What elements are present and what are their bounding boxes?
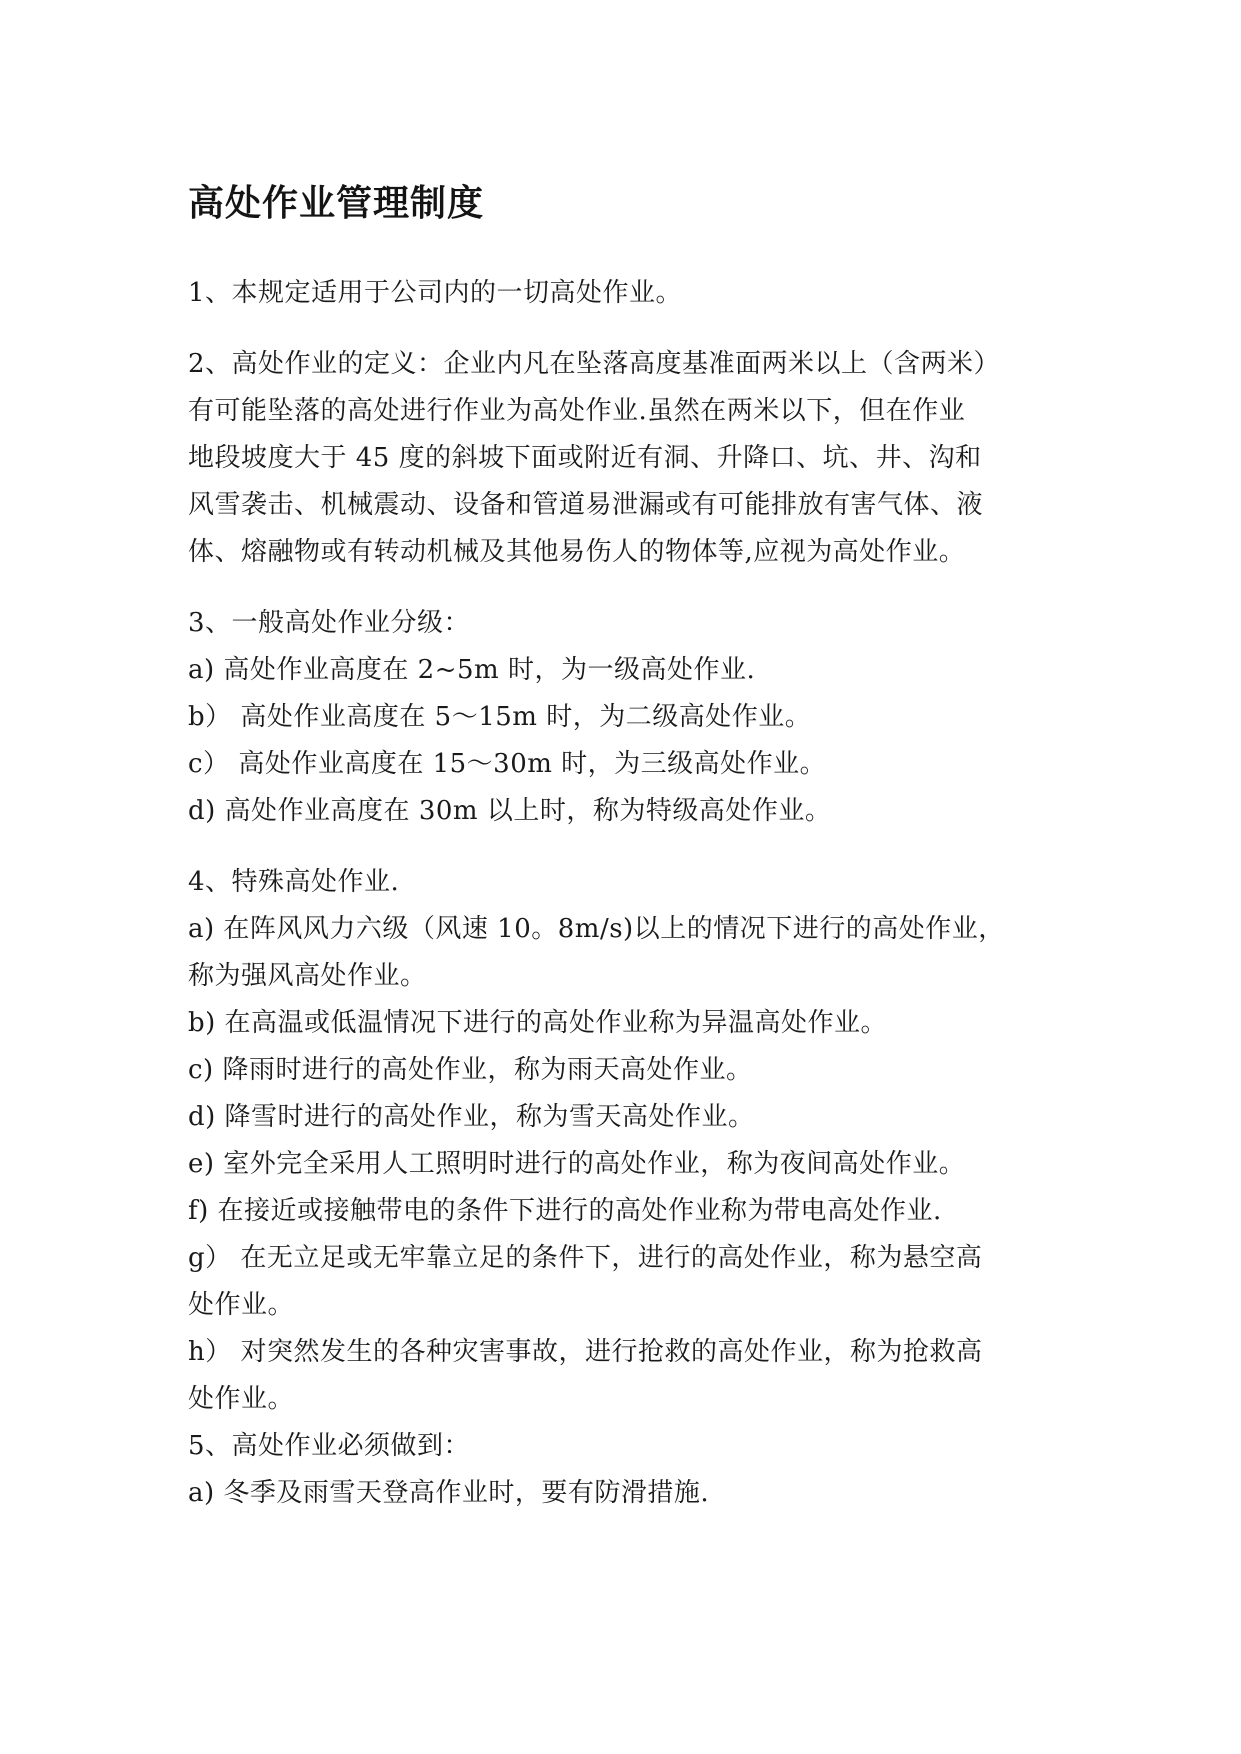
section-4-item-a: a) 在阵风风力六级（风速 10。8m/s)以上的情况下进行的高处作业， (188, 914, 1005, 944)
section-4-item-c: c) 降雨时进行的高处作业，称为雨天高处作业。 (188, 1055, 753, 1085)
section-2 (188, 341, 1068, 576)
section-3-item: a) 高处作业高度在 2~5m 时，为一级高处作业. (188, 655, 756, 685)
section-2-line: 风雪袭击、机械震动、设备和管道易泄漏或有可能排放有害气体、液 (188, 490, 984, 520)
document-title: 高处作业管理制度 (188, 183, 485, 224)
section-2-line: 地段坡度大于 45 度的斜坡下面或附近有洞、升降口、坑、井、沟和 (188, 443, 982, 473)
section-2-line: 体、熔融物或有转动机械及其他易伤人的物体等,应视为高处作业。 (188, 537, 966, 567)
section-4-item-h-cont: 处作业。 (188, 1384, 295, 1414)
section-2-line: 2、高处作业的定义：企业内凡在坠落高度基准面两米以上（含两米） (188, 349, 1001, 379)
section-3-item: b） 高处作业高度在 5～15m 时，为二级高处作业。 (188, 702, 812, 732)
section-4-item-e: e) 室外完全采用人工照明时进行的高处作业，称为夜间高处作业。 (188, 1149, 966, 1179)
section-5-item-a: a) 冬季及雨雪天登高作业时，要有防滑措施. (188, 1478, 710, 1508)
section-4-item-b: b) 在高温或低温情况下进行的高处作业称为异温高处作业。 (188, 1008, 888, 1038)
section-3-item: d) 高处作业高度在 30m 以上时，称为特级高处作业。 (188, 796, 832, 826)
section-1: 1、本规定适用于公司内的一切高处作业。 (188, 278, 683, 308)
section-5 (188, 1423, 1068, 1517)
section-4-item-a-cont: 称为强风高处作业。 (188, 961, 427, 991)
section-4-item-h: h） 对突然发生的各种灾害事故，进行抢救的高处作业，称为抢救高 (188, 1337, 983, 1367)
section-2-line: 有可能坠落的高处进行作业为高处作业.虽然在两米以下，但在作业 (188, 396, 966, 426)
section-4-item-g: g） 在无立足或无牢靠立足的条件下，进行的高处作业，称为悬空高 (188, 1243, 983, 1273)
section-3 (188, 600, 1068, 835)
section-3-item: c） 高处作业高度在 15～30m 时，为三级高处作业。 (188, 749, 827, 779)
section-4 (188, 859, 1068, 1423)
section-4-item-g-cont: 处作业。 (188, 1290, 295, 1320)
section-4-item-d: d) 降雪时进行的高处作业，称为雪天高处作业。 (188, 1102, 755, 1132)
section-3-heading: 3、一般高处作业分级： (188, 608, 471, 638)
document-page (188, 178, 1068, 1517)
section-4-heading: 4、特殊高处作业. (188, 867, 400, 897)
section-4-item-f: f) 在接近或接触带电的条件下进行的高处作业称为带电高处作业. (188, 1196, 942, 1226)
section-5-heading: 5、高处作业必须做到： (188, 1431, 471, 1461)
